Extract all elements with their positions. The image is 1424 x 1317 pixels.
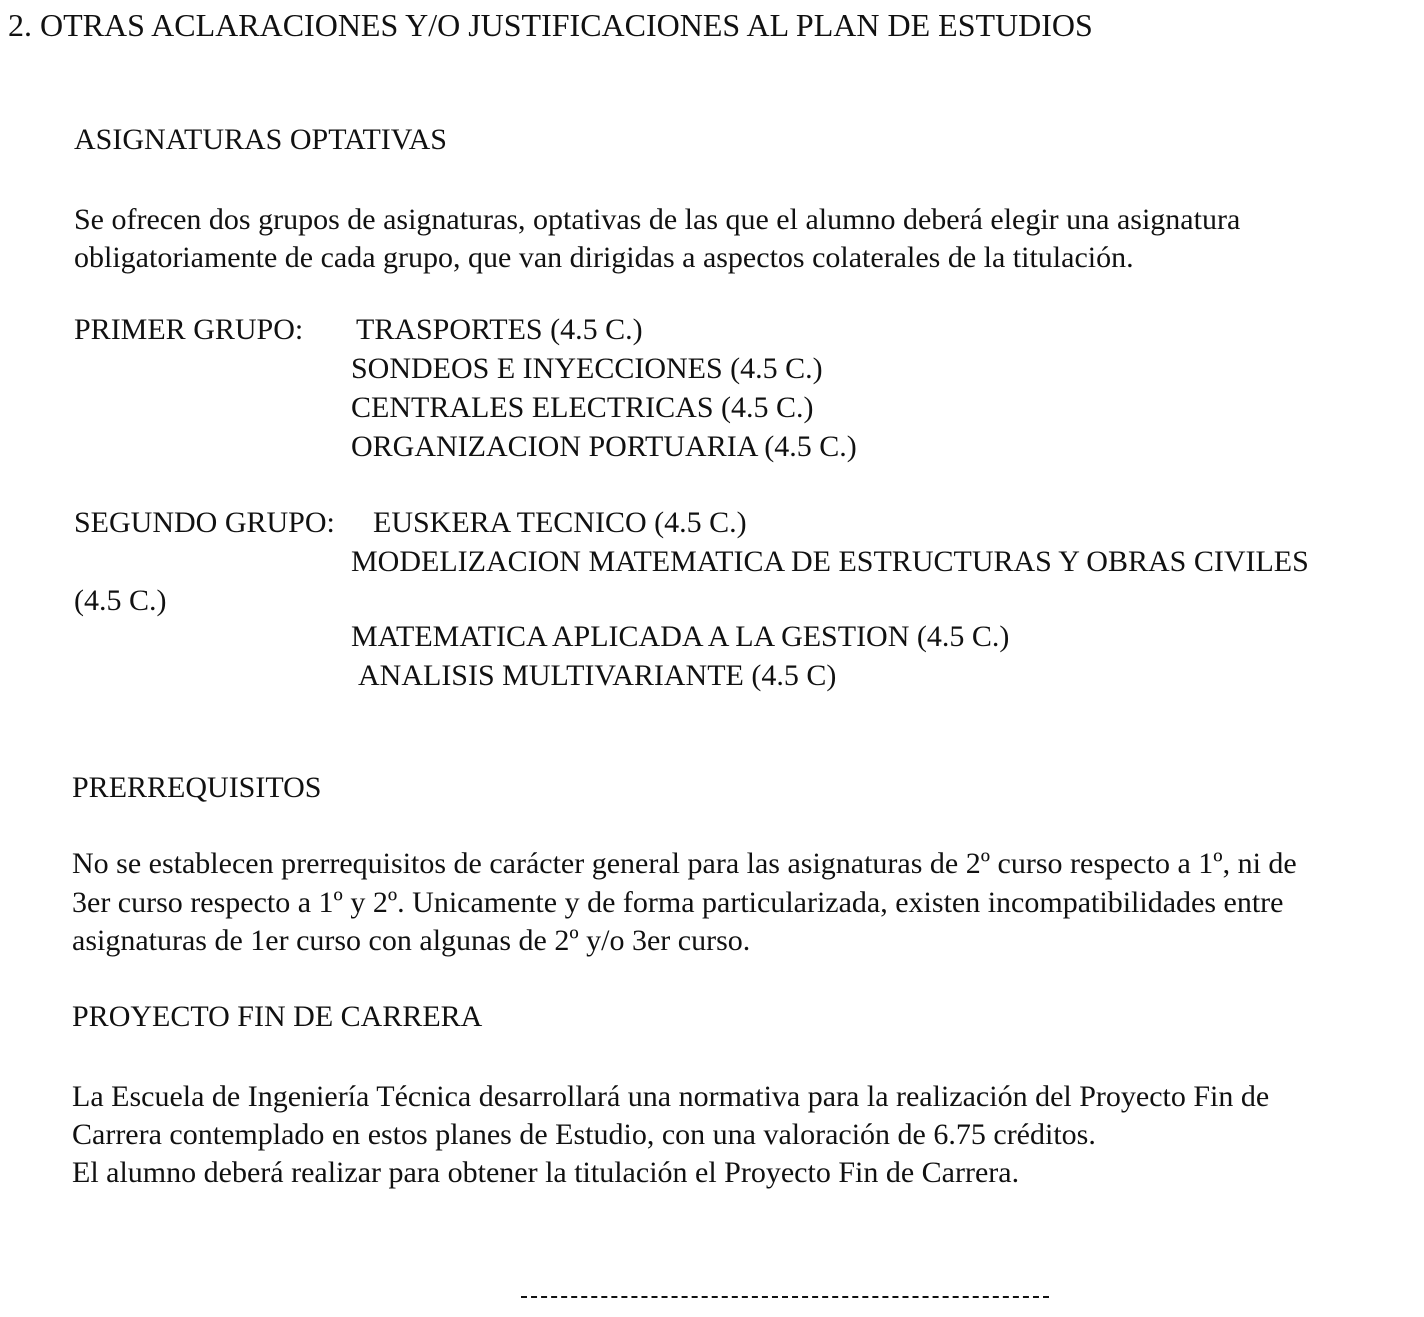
- segundo-grupo-item: ANALISIS MULTIVARIANTE (4.5 C): [358, 659, 837, 692]
- page-title: 2. OTRAS ACLARACIONES Y/O JUSTIFICACIONES AL PLAN DE ESTUDIOS: [8, 7, 1093, 43]
- segundo-grupo-label: SEGUNDO GRUPO:: [74, 506, 335, 539]
- optativas-intro-line-1: Se ofrecen dos grupos de asignaturas, optativas de las que el alumno deberá elegir una asignatura: [74, 203, 1241, 236]
- section-heading-optativas: ASIGNATURAS OPTATIVAS: [74, 123, 447, 156]
- primer-grupo-item: CENTRALES ELECTRICAS (4.5 C.): [351, 391, 814, 424]
- primer-grupo-item: SONDEOS E INYECCIONES (4.5 C.): [351, 352, 823, 385]
- proyecto-line-1: La Escuela de Ingeniería Técnica desarrollará una normativa para la realización del Proyecto Fin de: [72, 1080, 1270, 1113]
- segundo-grupo-item: EUSKERA TECNICO (4.5 C.): [373, 506, 747, 539]
- optativas-intro-line-2: obligatoriamente de cada grupo, que van dirigidas a aspectos colaterales de la titulación.: [74, 241, 1134, 274]
- proyecto-line-3: El alumno deberá realizar para obtener la titulación el Proyecto Fin de Carrera.: [72, 1156, 1020, 1189]
- proyecto-line-2: Carrera contemplado en estos planes de Estudio, con una valoración de 6.75 créditos.: [72, 1118, 1096, 1151]
- section-heading-proyecto: PROYECTO FIN DE CARRERA: [72, 1000, 483, 1033]
- segundo-grupo-item-continuation: (4.5 C.): [74, 584, 167, 617]
- primer-grupo-item: TRASPORTES (4.5 C.): [356, 313, 643, 346]
- segundo-grupo-item: MATEMATICA APLICADA A LA GESTION (4.5 C.): [351, 620, 1010, 653]
- primer-grupo-item: ORGANIZACION PORTUARIA (4.5 C.): [351, 430, 857, 463]
- prerrequisitos-line-3: asignaturas de 1er curso con algunas de 2º y/o 3er curso.: [72, 924, 751, 957]
- segundo-grupo-item: MODELIZACION MATEMATICA DE ESTRUCTURAS Y OBRAS CIVILES: [351, 545, 1309, 578]
- end-dashed-rule: [521, 1296, 1049, 1298]
- prerrequisitos-line-1: No se establecen prerrequisitos de carácter general para las asignaturas de 2º curso respecto a 1º, ni de: [72, 847, 1297, 880]
- primer-grupo-label: PRIMER GRUPO:: [74, 313, 304, 346]
- prerrequisitos-line-2: 3er curso respecto a 1º y 2º. Unicamente y de forma particularizada, existen incompatibilidades entre: [72, 886, 1284, 919]
- section-heading-prerrequisitos: PRERREQUISITOS: [72, 771, 322, 804]
